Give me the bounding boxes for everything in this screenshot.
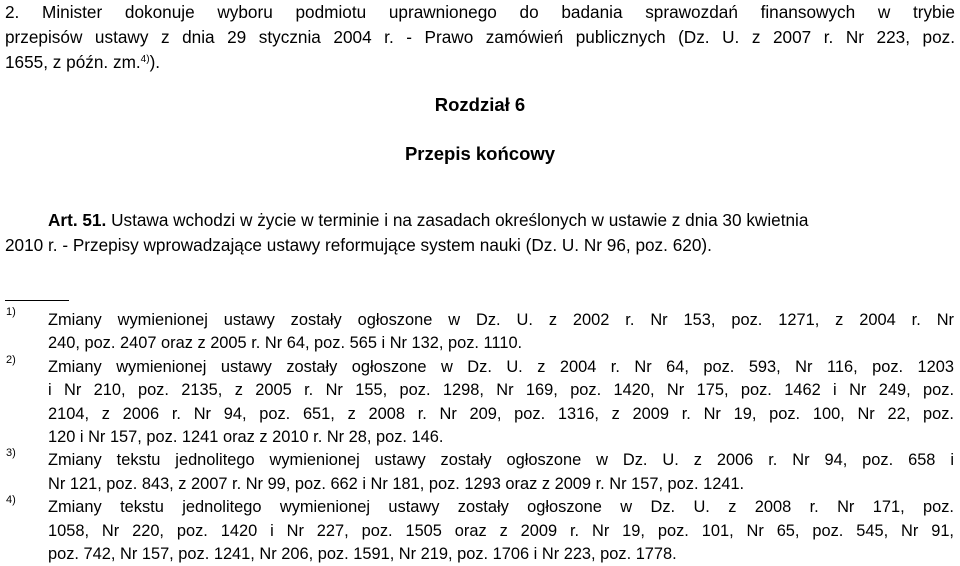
- footnotes-block: [48, 309, 954, 566]
- footnote-4-line-2: 1058, Nr 220, poz. 1420 i Nr 227, poz. 1505 oraz z 2009 r. Nr 19, poz. 101, Nr 65, poz. 545, Nr 91,: [48, 521, 954, 540]
- chapter-subheading: Przepis końcowy: [404, 143, 556, 164]
- footnote-3-line-2: Nr 121, poz. 843, z 2007 r. Nr 99, poz. 662 i Nr 181, poz. 1293 oraz z 2009 r. Nr 157, poz. 1241.: [48, 474, 745, 493]
- article-line-1-text: Ustawa wchodzi w życie w terminie i na zasadach określonych w ustawie z dnia 30 kwietnia: [111, 210, 809, 230]
- footnote-mark-4: 4): [6, 494, 16, 506]
- footnote-1: [48, 309, 954, 356]
- footnote-divider: [5, 300, 69, 301]
- footnote-mark-2: 2): [6, 354, 16, 366]
- footnote-1-line-2: 240, poz. 2407 oraz z 2005 r. Nr 64, poz. 565 i Nr 132, poz. 1110.: [48, 334, 523, 353]
- footnote-2-line-4: 120 i Nr 157, poz. 1241 oraz z 2010 r. Nr 28, poz. 146.: [48, 428, 444, 447]
- intro-line-3: [5, 50, 955, 75]
- footnote-ref-4: 4): [140, 54, 150, 65]
- intro-paragraph: [5, 0, 955, 75]
- footnote-mark-1: 1): [6, 306, 16, 318]
- chapter-heading: Rozdział 6: [434, 94, 526, 115]
- footnote-4-line-3: poz. 742, Nr 157, poz. 1241, Nr 206, poz. 1591, Nr 219, poz. 1706 i Nr 223, poz. 1778.: [48, 545, 677, 564]
- footnote-3: [48, 449, 954, 496]
- article-51: [5, 208, 955, 258]
- article-line-2: 2010 r. - Przepisy wprowadzające ustawy reformujące system nauki (Dz. U. Nr 96, poz. 620).: [5, 235, 712, 255]
- footnote-2-line-2: i Nr 210, poz. 2135, z 2005 r. Nr 155, poz. 1298, Nr 169, poz. 1420, Nr 175, poz. 1462 i Nr 249, poz.: [48, 381, 954, 400]
- footnote-4-line-1: Zmiany tekstu jednolitego wymienionej ustawy zostały ogłoszone w Dz. U. z 2008 r. Nr 171, poz.: [48, 498, 954, 517]
- footnote-4: [48, 496, 954, 566]
- footnote-2: [48, 356, 954, 450]
- footnote-2-line-3: 2104, z 2006 r. Nr 94, poz. 651, z 2008 r. Nr 209, poz. 1316, z 2009 r. Nr 19, poz. 100, Nr 22, poz.: [48, 404, 954, 423]
- footnote-mark-3: 3): [6, 447, 16, 459]
- intro-line-2: przepisów ustawy z dnia 29 stycznia 2004 r. - Prawo zamówień publicznych (Dz. U. z 2007 r. Nr 223, poz.: [5, 27, 955, 47]
- footnote-2-line-1: Zmiany wymienionej ustawy zostały ogłoszone w Dz. U. z 2004 r. Nr 64, poz. 593, Nr 116, poz. 1203: [48, 357, 954, 376]
- intro-line-1: 2. Minister dokonuje wyboru podmiotu uprawnionego do badania sprawozdań finansowych w trybie: [5, 2, 955, 22]
- article-label: Art. 51.: [48, 210, 107, 230]
- intro-line-3-text: 1655, z późn. zm.: [5, 52, 141, 72]
- footnote-1-line-1: Zmiany wymienionej ustawy zostały ogłoszone w Dz. U. z 2002 r. Nr 153, poz. 1271, z 2004 r. Nr: [48, 311, 954, 329]
- intro-line-3-end: ).: [149, 52, 161, 72]
- article-line-1: [5, 208, 955, 233]
- footnote-3-line-1: Zmiany tekstu jednolitego wymienionej ustawy zostały ogłoszone w Dz. U. z 2006 r. Nr 94, poz. 658 i: [48, 451, 954, 470]
